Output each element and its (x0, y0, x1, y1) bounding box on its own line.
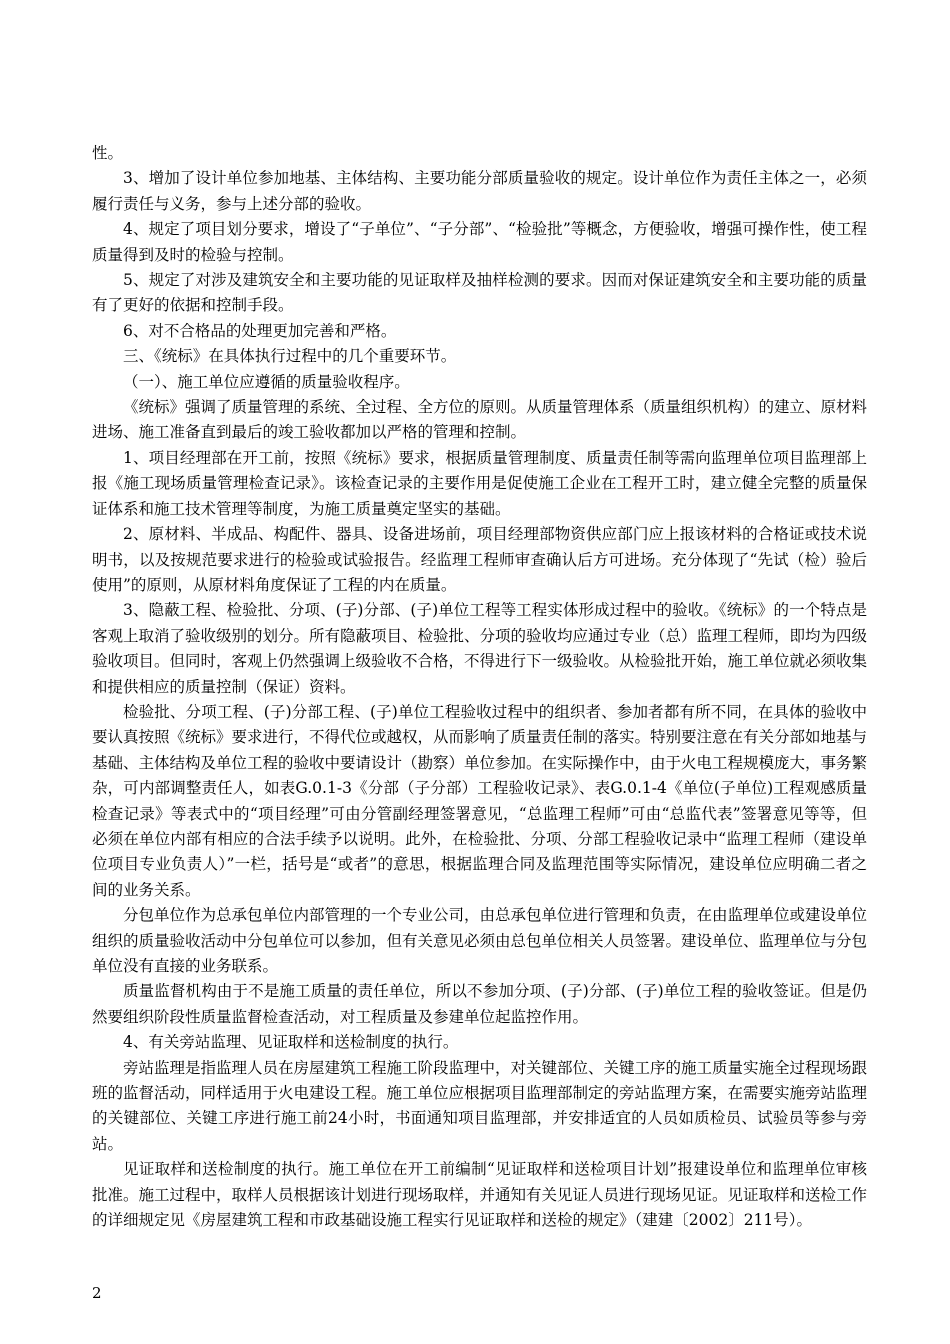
paragraph-acceptance-roles: 检验批、分项工程、(子)分部工程、(子)单位工程验收过程中的组织者、参加者都有所不同，在具体的验收中要认真按照《统标》要求进行，不得代位或越权，从而影响了质量责任制的落实。特别要注意在有关分部如地基与基础、主体结构及单位工程的验收中要请设计（勘察）单位参加。在实际操作中，由于火电工程规模庞大，事务繁杂，可内部调整责任人，如表G.0.1-3《分部（子分部）工程验收记录》、表G.0.1-4《单位(子单位)工程观感质量检查记录》等表式中的“项目经理”可由分管副经理签署意见，“总监理工程师”可由“总监代表”签署意见等等，但必须在单位内部有相应的合法手续予以说明。此外，在检验批、分项、分部工程验收记录中“监理工程师（建设单位项目专业负责人）”一栏，括号是“或者”的意思，根据监理合同及监理范围等实际情况，建设单位应明确二者之间的业务关系。 (92, 702, 868, 899)
subsection-heading-1: （一）、施工单位应遵循的质量验收程序。 (123, 372, 410, 391)
paragraph-item-3: 3、增加了设计单位参加地基、主体结构、主要功能分部质量验收的规定。设计单位作为责任主体之一，必须履行责任与义务，参与上述分部的验收。 (92, 169, 867, 213)
paragraph-step-1: 1、项目经理部在开工前，按照《统标》要求，根据质量管理制度、质量责任制等需向监理单位项目监理部上报《施工现场质量管理检查记录》。该检查记录的主要作用是促使施工企业在工程开工时，建立健全完整的质量保证体系和施工技术管理等制度，为施工质量奠定坚实的基础。 (92, 448, 867, 518)
paragraph-witness-sampling: 见证取样和送检制度的执行。施工单位在开工前编制“见证取样和送检项目计划”报建设单位和监理单位审核批准。施工过程中，取样人员根据该计划进行现场取样，并通知有关见证人员进行现场见证。见证取样和送检工作的详细规定见《房屋建筑工程和市政基础设施工程实行见证取样和送检的规定》（建建〔2002〕211号）。 (92, 1160, 868, 1230)
paragraph-item-5: 5、规定了对涉及建筑安全和主要功能的见证取样及抽样检测的要求。因而对保证建筑安全和主要功能的质量有了更好的依据和控制手段。 (92, 271, 867, 315)
paragraph-item-6: 6、对不合格品的处理更加完善和严格。 (123, 321, 397, 340)
paragraph-step-2: 2、原材料、半成品、构配件、器具、设备进场前，项目经理部物资供应部门应上报该材料的合格证或技术说明书，以及按规范要求进行的检验或试验报告。经监理工程师审查确认后方可进场。充分体现了“先试（检）验后使用”的原则，从原材料角度保证了工程的内在质量。 (92, 525, 867, 594)
paragraph-subcontractor: 分包单位作为总承包单位内部管理的一个专业公司，由总承包单位进行管理和负责，在由监理单位或建设单位组织的质量验收活动中分包单位可以参加，但有关意见必须由总包单位相关人员签署。建设单位、监理单位与分包单位没有直接的业务联系。 (92, 906, 868, 975)
paragraph-item-4: 4、规定了项目划分要求，增设了“子单位”、“子分部”、“检验批”等概念，方便验收，增强可操作性，使工程质量得到及时的检验与控制。 (92, 220, 867, 264)
paragraph-supervision-agency: 质量监督机构由于不是施工质量的责任单位，所以不参加分项、(子)分部、(子)单位工程的验收签证。但是仍然要组织阶段性质量监督检查活动，对工程质量及参建单位起监控作用。 (92, 982, 867, 1026)
page-number: 2 (92, 1284, 102, 1302)
document-body (92, 141, 867, 1233)
paragraph-continuation: 性。 (92, 144, 124, 162)
paragraph-step-3: 3、隐蔽工程、检验批、分项、(子)分部、(子)单位工程等工程实体形成过程中的验收。《统标》的一个特点是客观上取消了验收级别的划分。所有隐蔽项目、检验批、分项的验收均应通过专业（总）监理工程师，即均为四级验收项目。但同时，客观上仍然强调上级验收不合格，不得进行下一级验收。从检验批开始，施工单位就必须收集和提供相应的质量控制（保证）资料。 (92, 601, 868, 696)
paragraph-intro: 《统标》强调了质量管理的系统、全过程、全方位的原则。从质量管理体系（质量组织机构）的建立、原材料进场、施工准备直到最后的竣工验收都加以严格的管理和控制。 (92, 398, 868, 442)
paragraph-side-station: 旁站监理是指监理人员在房屋建筑工程施工阶段监理中，对关键部位、关键工序的施工质量实施全过程现场跟班的监督活动，同样适用于火电建设工程。施工单位应根据项目监理部制定的旁站监理方案，在需要实施旁站监理的关键部位、关键工序进行施工前24小时，书面通知项目监理部，并安排适宜的人员如质检员、试验员等参与旁站。 (92, 1058, 868, 1153)
section-heading-3: 三、《统标》在具体执行过程中的几个重要环节。 (123, 347, 457, 366)
paragraph-step-4: 4、有关旁站监理、见证取样和送检制度的执行。 (123, 1033, 459, 1052)
